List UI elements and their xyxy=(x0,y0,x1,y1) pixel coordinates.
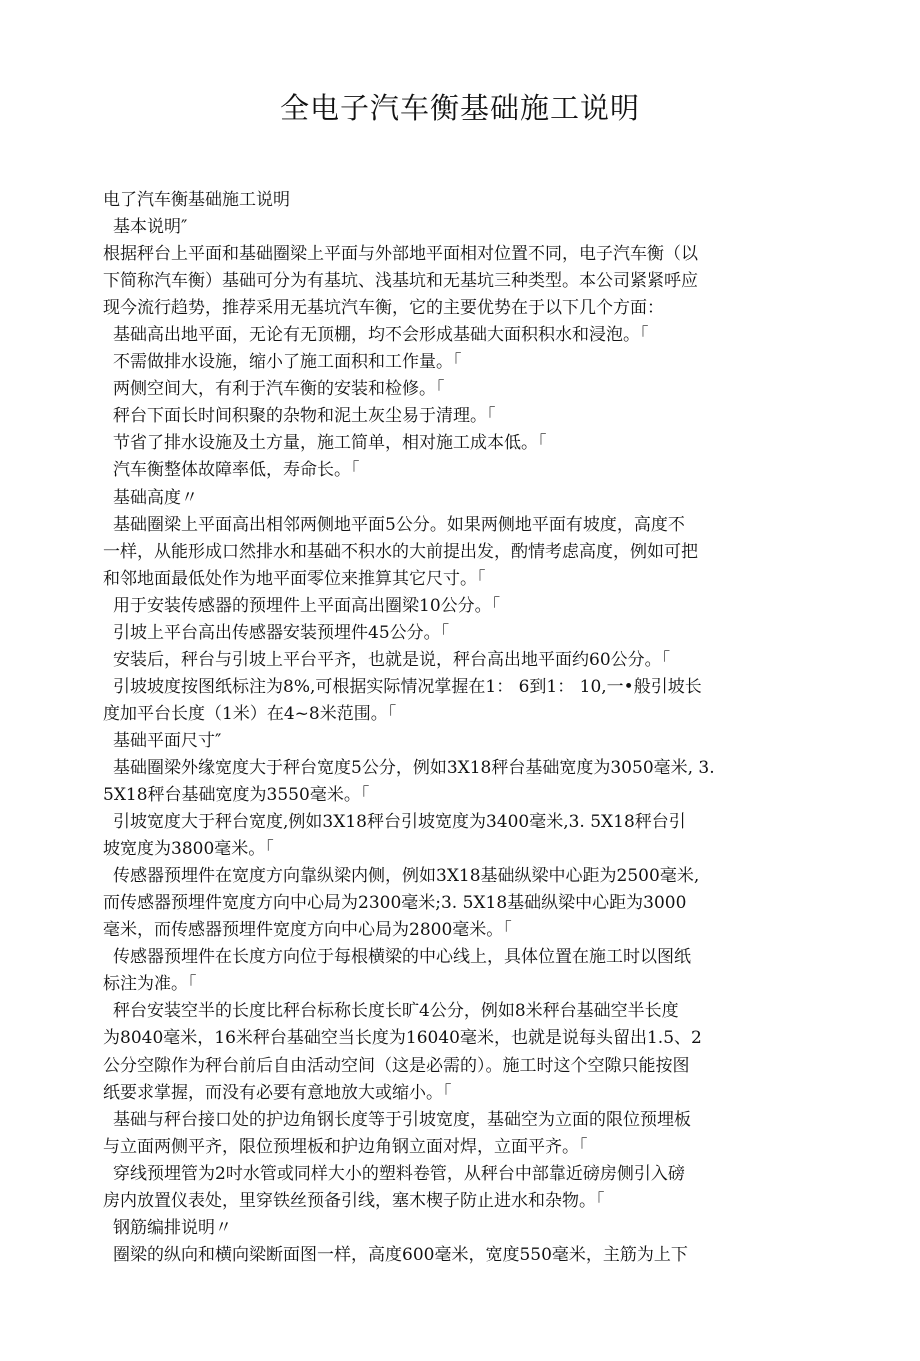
text-line: 基础与秤台接口处的护边角钢长度等于引坡宽度，基础空为立面的限位预埋板 xyxy=(113,1109,691,1130)
text-line: 基础高出地平面，无论有无顶棚，均不会形成基础大面积积水和浸泡。「 xyxy=(113,325,649,346)
text-line: 节省了排水设施及土方量，施工简单，相对施工成本低。「 xyxy=(113,433,547,454)
text-line: 秤台下面长时间积聚的杂物和泥土灰尘易于清理。「 xyxy=(113,406,496,427)
text-line: 根据秤台上平面和基础圈梁上平面与外部地平面相对位置不同，电子汽车衡（以 xyxy=(103,244,698,265)
text-line: 引坡宽度大于秤台宽度,例如3X18秤台引坡宽度为3400毫米,3. 5X18秤台引 xyxy=(113,812,686,833)
document-body xyxy=(103,187,803,1269)
text-line: 基本说明″ xyxy=(113,217,188,238)
text-line: 汽车衡整体故障率低，寿命长。「 xyxy=(113,460,360,481)
text-line: 纸要求掌握，而没有必要有意地放大或缩小。「 xyxy=(103,1082,452,1103)
text-line: 引坡上平台高出传感器安装预埋件45公分。「 xyxy=(113,622,450,643)
text-line: 房内放置仪表处，里穿铁丝预备引线，塞木楔子防止进水和杂物。「 xyxy=(103,1190,605,1211)
text-line: 引坡坡度按图纸标注为8%,可根据实际情况掌握在1： 6到1： 10,一•般引坡长 xyxy=(113,676,702,697)
text-line: 坡宽度为3800毫米。「 xyxy=(103,839,274,860)
text-line: 而传感器预埋件宽度方向中心局为2300毫米;3. 5X18基础纵梁中心距为3000 xyxy=(103,893,687,914)
text-line: 基础圈梁上平面高出相邻两侧地平面5公分。如果两侧地平面有坡度，高度不 xyxy=(113,514,685,535)
text-line: 基础圈梁外缘宽度大于秤台宽度5公分，例如3X18秤台基础宽度为3050毫米, 3. xyxy=(113,757,715,778)
document-title: 全电子汽车衡基础施工说明 xyxy=(279,91,640,125)
text-line: 用于安装传感器的预埋件上平面高出圈梁10公分。「 xyxy=(113,595,501,616)
text-line: 圈梁的纵向和横向梁断面图一样，高度600毫米，宽度550毫米，主筋为上下 xyxy=(113,1244,688,1265)
text-line: 下简称汽车衡）基础可分为有基坑、浅基坑和无基坑三种类型。本公司紧紧呼应 xyxy=(103,271,698,292)
text-line: 秤台安装空半的长度比秤台标称长度长旷4公分，例如8米秤台基础空半长度 xyxy=(113,1001,679,1022)
text-line: 传感器预埋件在长度方向位于每根横梁的中心线上，具体位置在施工时以图纸 xyxy=(113,947,691,968)
text-line: 为8040毫米，16米秤台基础空当长度为16040毫米，也就是说每头留出1.5、2 xyxy=(103,1028,702,1049)
text-line: 基础高度〃 xyxy=(113,487,198,508)
text-line: 传感器预埋件在宽度方向靠纵梁内侧，例如3X18基础纵梁中心距为2500毫米, xyxy=(113,866,700,887)
text-line: 与立面两侧平齐，限位预埋板和护边角钢立面对焊，立面平齐。「 xyxy=(103,1136,588,1157)
text-line: 不需做排水设施，缩小了施工面积和工作量。「 xyxy=(113,352,462,373)
text-line: 钢筋编排说明〃 xyxy=(113,1217,232,1238)
text-line: 安装后，秤台与引坡上平台平齐，也就是说，秤台高出地平面约60公分。「 xyxy=(113,649,671,670)
text-line: 毫米，而传感器预埋件宽度方向中心局为2800毫米。「 xyxy=(103,920,512,941)
text-line: 两侧空间大，有利于汽车衡的安装和检修。「 xyxy=(113,379,445,400)
text-line: 公分空隙作为秤台前后自由活动空间（这是必需的）。施工时这个空隙只能按图 xyxy=(103,1055,690,1076)
text-line: 度加平台长度（1米）在4~8米范围。「 xyxy=(103,703,397,724)
text-line: 电了汽车衡基础施工说明 xyxy=(103,190,290,210)
text-line: 现今流行趋势，推荐采用无基坑汽车衡，它的主要优势在于以下几个方面： xyxy=(103,298,664,319)
text-line: 和邻地面最低处作为地平面零位来推算其它尺寸。「 xyxy=(103,568,486,589)
text-line: 5X18秤台基础宽度为3550毫米。「 xyxy=(103,785,370,806)
text-line: 一样，从能形成口然排水和基础不积水的大前提出发，酌情考虑高度，例如可把 xyxy=(103,541,698,562)
text-line: 穿线预埋管为2吋水管或同样大小的塑料卷管，从秤台中部靠近磅房侧引入磅 xyxy=(113,1163,685,1184)
text-line: 标注为准。「 xyxy=(103,974,197,995)
text-line: 基础平面尺寸″ xyxy=(113,730,222,751)
